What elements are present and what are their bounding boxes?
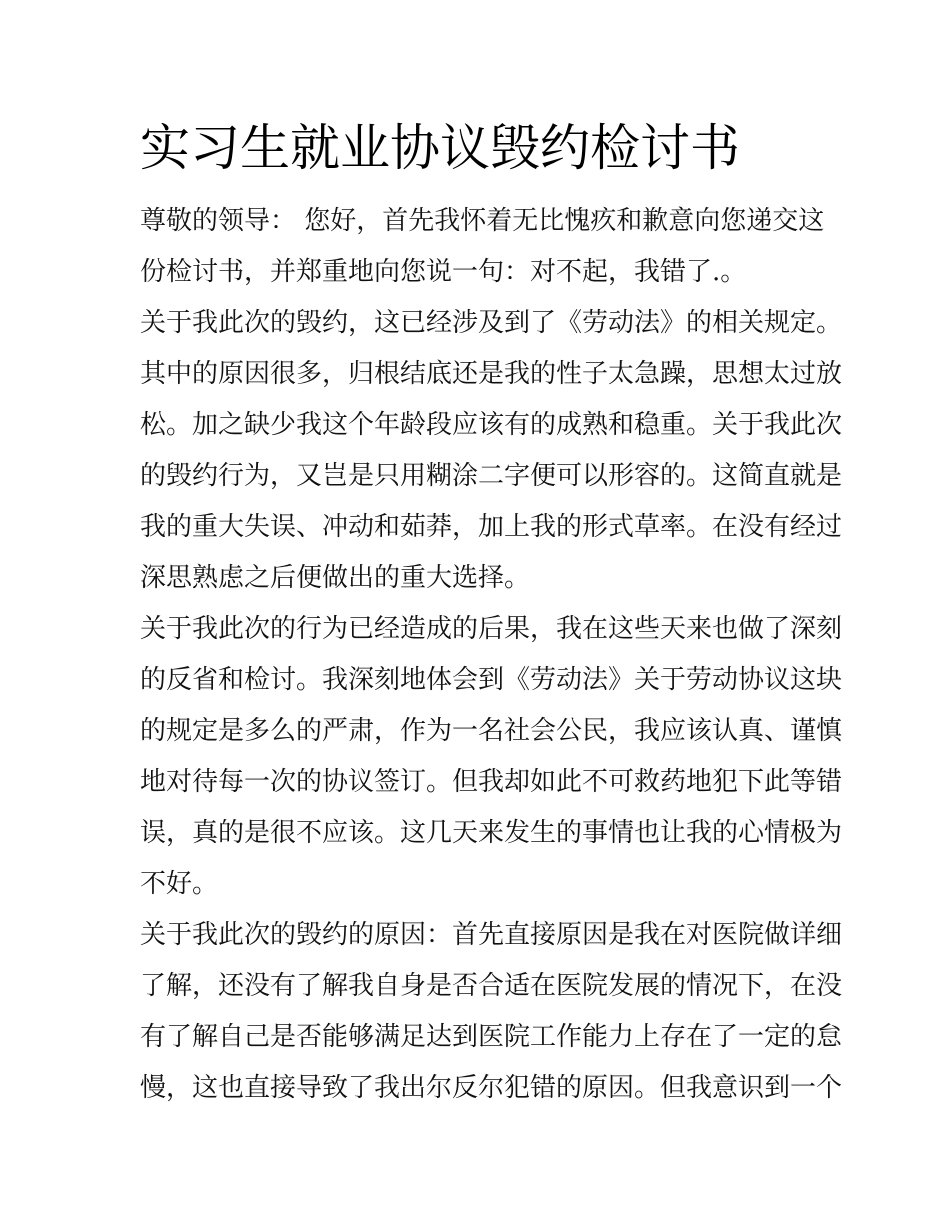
document-title: 实习生就业协议毁约检讨书 xyxy=(140,119,740,177)
body-line: 关于我此次的行为已经造成的后果，我在这些天来也做了深刻 xyxy=(140,614,843,644)
body-line: 关于我此次的毁约的原因：首先直接原因是我在对医院做详细 xyxy=(140,920,843,950)
body-line: 我的重大失误、冲动和茹莽，加上我的形式草率。在没有经过 xyxy=(140,512,843,542)
body-line: 的毁约行为，又岂是只用糊涂二字便可以形容的。这简直就是 xyxy=(140,461,843,491)
body-line: 误，真的是很不应该。这几天来发生的事情也让我的心情极为 xyxy=(140,818,843,848)
body-line: 深思熟虑之后便做出的重大选择。 xyxy=(140,563,531,593)
body-line: 份检讨书，并郑重地向您说一句：对不起，我错了.。 xyxy=(140,257,747,287)
document-body xyxy=(140,196,843,1114)
body-line: 不好。 xyxy=(140,869,219,899)
body-line: 慢，这也直接导致了我出尔反尔犯错的原因。但我意识到一个 xyxy=(140,1073,843,1103)
body-line: 尊敬的领导： 您好，首先我怀着无比愧疚和歉意向您递交这 xyxy=(140,206,825,236)
body-line: 了解，还没有了解我自身是否合适在医院发展的情况下，在没 xyxy=(140,971,843,1001)
body-line: 的反省和检讨。我深刻地体会到《劳动法》关于劳动协议这块 xyxy=(140,665,843,695)
body-line: 的规定是多么的严肃，作为一名社会公民，我应该认真、谨慎 xyxy=(140,716,843,746)
body-line: 松。加之缺少我这个年龄段应该有的成熟和稳重。关于我此次 xyxy=(140,410,843,440)
body-line: 关于我此次的毁约，这已经涉及到了《劳动法》的相关规定。 xyxy=(140,308,843,338)
body-line: 地对待每一次的协议签订。但我却如此不可救药地犯下此等错 xyxy=(140,767,843,797)
body-line: 其中的原因很多，归根结底还是我的性子太急躁，思想太过放 xyxy=(140,359,843,389)
body-line: 有了解自己是否能够满足达到医院工作能力上存在了一定的怠 xyxy=(140,1022,843,1052)
